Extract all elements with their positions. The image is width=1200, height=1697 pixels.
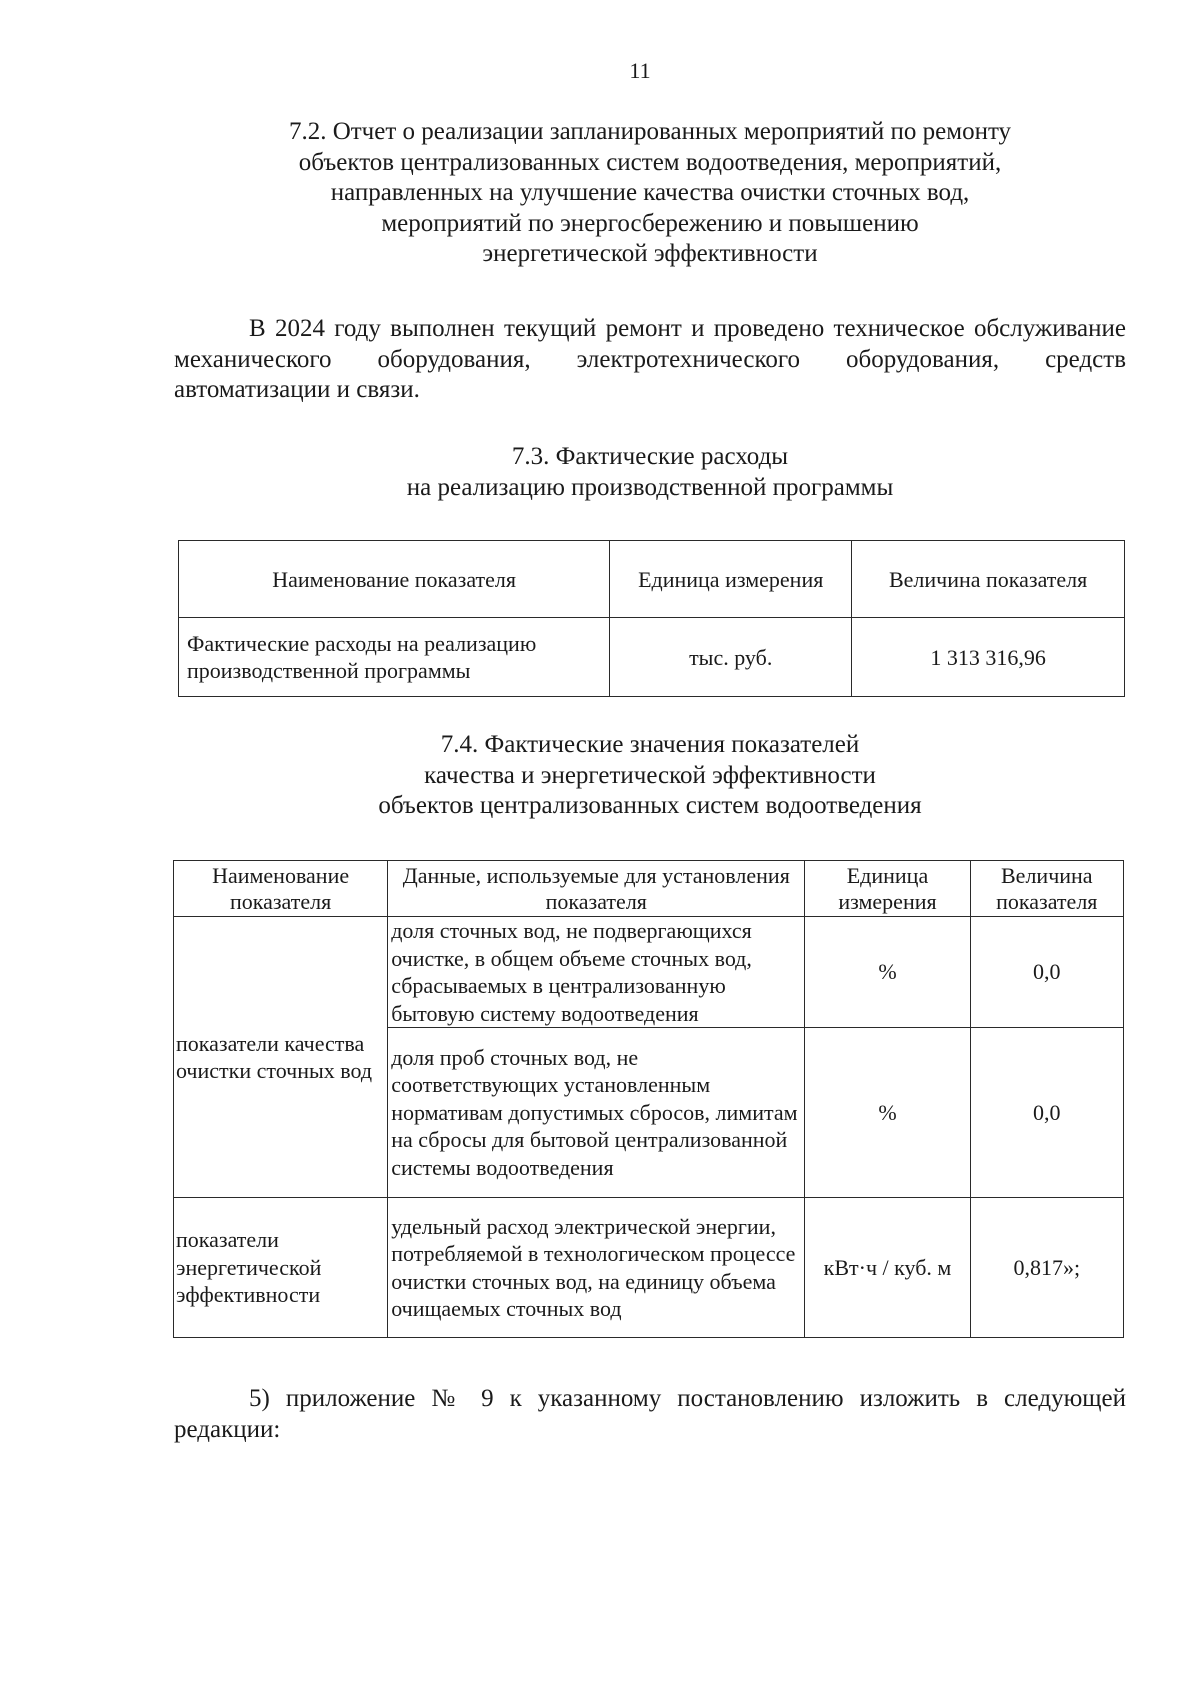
heading-line: направленных на улучшение качества очистки сточных вод, [330,179,970,206]
heading-line: объектов централизованных систем водоотведения, мероприятий, [298,148,1002,176]
table-header-row [179,541,1125,618]
indicator-unit-cell: % [805,917,970,1028]
group-name-cell: показатели энергетической эффективности [174,1198,388,1338]
heading-line: объектов централизованных систем водоотведения [378,792,922,819]
section-7-3-heading [170,442,1130,503]
table-header-row [174,861,1124,917]
amendment-paragraph: 5) приложение № 9 к указанному постановлению изложить в следующей редакции: [174,1385,1126,1443]
expenses-table [178,540,1125,697]
expenses-value-cell: 1 313 316,96 [852,618,1125,697]
group-name-cell: показатели качества очистки сточных вод [174,917,388,1198]
page-number: 11 [629,58,651,83]
column-header-value: Величина показателя [970,861,1123,917]
column-header-value: Величина показателя [852,541,1125,618]
heading-line: 7.2. Отчет о реализации запланированных мероприятий по ремонту [288,118,1012,145]
table-row [174,917,1124,1028]
column-header-unit: Единица измерения [610,541,852,618]
indicator-data-cell: доля проб сточных вод, не соответствующих установленным нормативам допустимых сбросов, лимитам на сбросы для бытовой централизованной системы водоотведения [388,1028,805,1198]
column-header-name: Наименование показателя [179,541,610,618]
indicator-value-cell: 0,0 [970,1028,1123,1198]
indicator-unit-cell: % [805,1028,970,1198]
heading-line: 7.3. Фактические расходы [511,443,789,470]
column-header-data: Данные, используемые для установления показателя [388,861,805,917]
section-7-2-heading [170,117,1130,270]
table-row [174,1198,1124,1338]
heading-line: качества и энергетической эффективности [424,761,876,789]
indicator-value-cell: 0,817»; [970,1198,1123,1338]
table-row [179,618,1125,697]
section-7-4-heading [170,730,1130,822]
expenses-name-cell: Фактические расходы на реализацию производственной программы [179,618,610,697]
section-7-2-paragraph: В 2024 году выполнен текущий ремонт и проведено техническое обслуживание механического оборудования, электротехнического оборудования, средств автоматизации и связи. [174,315,1126,403]
heading-line: энергетической эффективности [482,240,818,267]
indicator-data-cell: удельный расход электрической энергии, потребляемой в технологическом процессе очистки сточных вод, на единицу объема очищаемых сточных вод [388,1198,805,1338]
column-header-name: Наименование показателя [174,861,388,917]
indicator-data-cell: доля сточных вод, не подвергающихся очистке, в общем объеме сточных вод, сбрасываемых в централизованную бытовую систему водоотведения [388,917,805,1028]
indicators-table [173,860,1124,1338]
expenses-unit-cell: тыс. руб. [610,618,852,697]
heading-line: 7.4. Фактические значения показателей [440,731,860,758]
column-header-unit: Единица измерения [805,861,970,917]
indicator-value-cell: 0,0 [970,917,1123,1028]
indicator-unit-cell: кВт·ч / куб. м [805,1198,970,1338]
heading-line: мероприятий по энергосбережению и повышению [381,209,919,237]
heading-line: на реализацию производственной программы [406,473,894,501]
